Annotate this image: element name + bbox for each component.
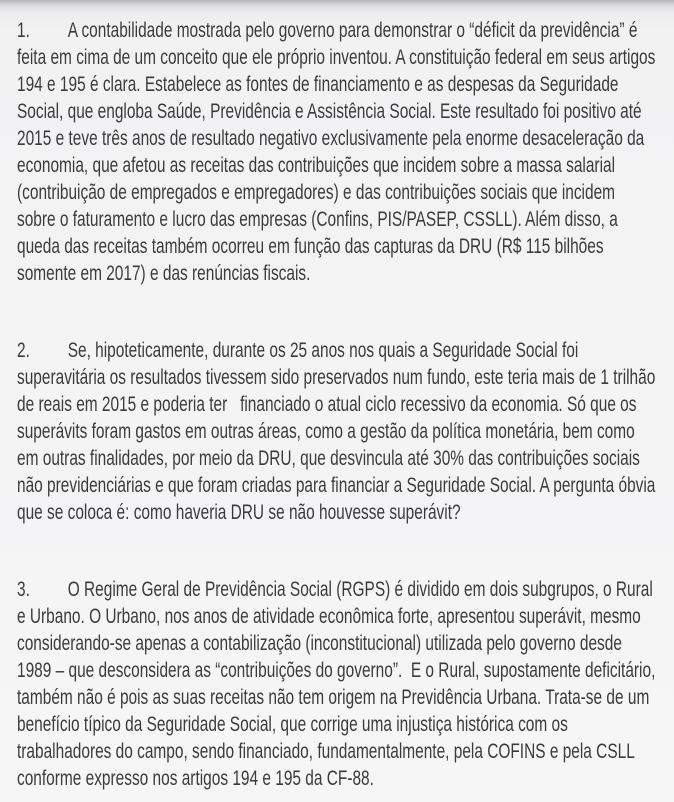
paragraph-text: O Regime Geral de Previdência Social (RGPS) é dividido em dois subgrupos, o Rural e Urbano. O Urbano, nos anos de atividade econômica forte, apresentou superávit, mesmo considerando-se apenas a contabilização (inconstitucional) utilizada pelo governo desde 1989 – que desconsidera as “contribuições do governo”. E o Rural, supostamente deficitário, também não é pois as suas receitas não tem origem na Previdência Urbana. Trata-se de um benefício típico da Seguridade Social, que corrige uma injustiça histórica com os trabalhadores do campo, sendo financiado, fundamentalmente, pela COFINS e pela CSLL conforme expresso nos artigos 194 e 195 da CF-88. xyxy=(17,578,660,790)
paragraph-text: A contabilidade mostrada pelo governo para demonstrar o “déficit da previdência” é feita em cima de um conceito que ele próprio inventou. A constituição federal em seus artigos 194 e 195 é clara. Estabelece as fontes de financiamento e as despesas da Seguridade Social, que engloba Saúde, Previdência e Assistência Social. Este resultado foi positivo até 2015 e teve três anos de resultado negativo exclusivamente pela enorme desaceleração da economia, que afetou as receitas das contribuições que incidem sobre a massa salarial (contribuição de empregados e empregadores) e das contribuições sociais que incidem sobre o faturamento e lucro das empresas (Confins, PIS/PASEP, CSSLL). Além disso, a queda das receitas também ocorreu em função das capturas da DRU (R$ 115 bilhões somente em 2017) e das renúncias fiscais. xyxy=(17,19,660,285)
document-content xyxy=(17,17,660,792)
numbered-paragraph-1 xyxy=(17,17,660,287)
paragraph-text: Se, hipoteticamente, durante os 25 anos nos quais a Seguridade Social foi superavitária os resultados tivessem sido preservados num fundo, este teria mais de 1 trilhão de reais em 2015 e poderia ter financiado o atual ciclo recessivo da economia. Só que os superávits foram gastos em outras áreas, como a gestão da política monetária, bem como em outras finalidades, por meio da DRU, que desvincula até 30% das contribuições sociais não previdenciárias e que foram criadas para financiar a Seguridade Social. A pergunta óbvia que se coloca é: como haveria DRU se não houvesse superávit? xyxy=(17,339,660,524)
list-number: 2. xyxy=(17,339,30,362)
list-number: 1. xyxy=(17,19,30,42)
numbered-paragraph-2 xyxy=(17,337,660,526)
numbered-paragraph-3 xyxy=(17,576,660,792)
list-number: 3. xyxy=(17,578,30,601)
